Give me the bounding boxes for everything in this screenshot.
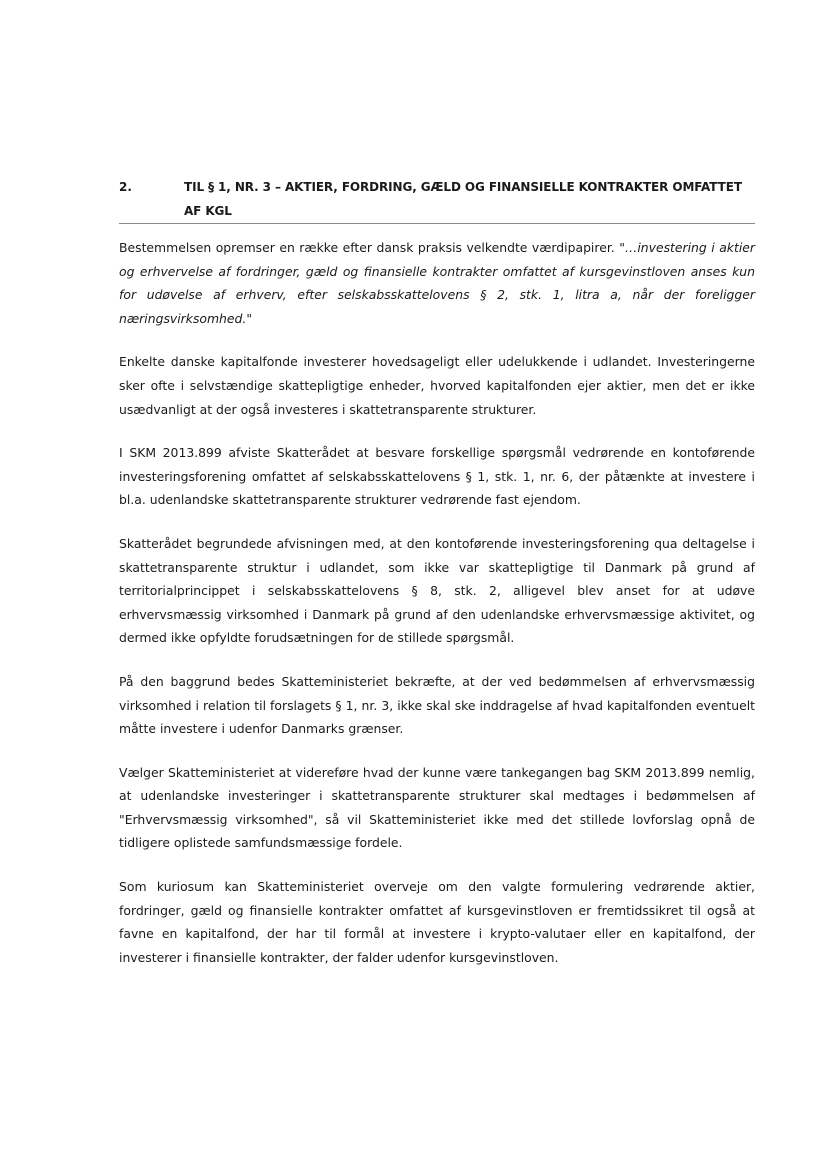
paragraph-1-text: Bestemmelsen opremser en række efter dansk praksis velkendte værdipapirer.: [119, 240, 620, 255]
section-number: 2.: [119, 180, 132, 194]
section-title: TIL § 1, NR. 3 – AKTIER, FORDRING, GÆLD OG FINANSIELLE KONTRAKTER OMFATTET AF KGL: [184, 180, 742, 218]
paragraph-3: I SKM 2013.899 afviste Skatterådet at besvare forskellige spørgsmål vedrørende en kontoførende investeringsforening omfattet af selskabsskattelovens § 1, stk. 1, nr. 6, der påtænkte at investere i bl.a. udenlandske skattetransparente strukturer vedrørende fast ejendom.: [119, 445, 755, 508]
paragraph-4: Skatterådet begrundede afvisningen med, at den kontoførende investeringsforening qua deltagelse i skattetransparente struktur i udlandet, som ikke var skattepligtige til Danmark på grund af territorialprincippet i selskabsskattelovens § 8, stk. 2, alligevel blev anset for at udøve erhvervsmæssig virksomhed i Danmark på grund af den udenlandske erhvervsmæssige aktivitet, og dermed ikke opfyldte forudsætningen for de stillede spørgsmål.: [119, 535, 755, 646]
section-body: [119, 236, 755, 989]
paragraph-6: Vælger Skatteministeriet at videreføre hvad der kunne være tankegangen bag SKM 2013.899 nemlig, at udenlandske investeringer i skattetransparente strukturer skal medtages i bedømmelsen af "Erhvervsmæssig virksomhed", så vil Skatteministeriet ikke med det stillede lovforslag opnå de tidligere oplistede samfundsmæssige fordele.: [119, 764, 755, 851]
section-heading: [119, 175, 755, 224]
paragraph-1-quote: "…investering i aktier og erhvervelse af fordringer, gæld og finansielle kontrakter omfattet af kursgevinstloven anses kun for udøvelse af erhverv, efter selskabsskattelovens § 2, stk. 1, litra a, når der foreligger næringsvirksomhed.": [119, 240, 755, 326]
paragraph-2: Enkelte danske kapitalfonde investerer hovedsageligt eller udelukkende i udlandet. Investeringerne sker ofte i selvstændige skattepligtige enheder, hvorved kapitalfonden ejer aktier, men det er ikke usædvanligt at der også investeres i skattetransparente strukturer.: [119, 354, 755, 417]
paragraph-1: [119, 236, 755, 330]
paragraph-7: Som kuriosum kan Skatteministeriet overveje om den valgte formulering vedrørende aktier, fordringer, gæld og finansielle kontrakter omfattet af kursgevinstloven er fremtidssikret til også at favne en kapitalfond, der har til formål at investere i krypto-valutaer eller en kapitalfond, der investerer i finansielle kontrakter, der falder udenfor kursgevinstloven.: [119, 879, 755, 965]
paragraph-5: På den baggrund bedes Skatteministeriet bekræfte, at der ved bedømmelsen af erhvervsmæssig virksomhed i relation til forslagets § 1, nr. 3, ikke skal ske inddragelse af hvad kapitalfonden eventuelt måtte investere i udenfor Danmarks grænser.: [119, 673, 755, 737]
